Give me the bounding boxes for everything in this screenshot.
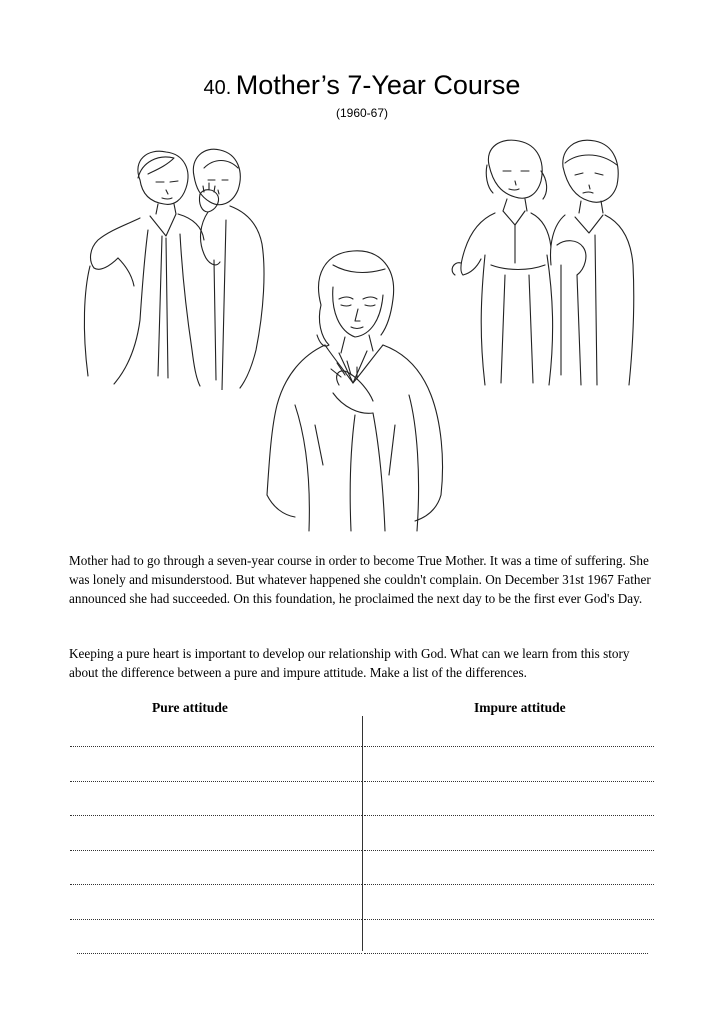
impure-attitude-answer-line[interactable] — [364, 919, 654, 920]
pure-attitude-answer-line[interactable] — [77, 953, 362, 954]
pure-attitude-answer-line[interactable] — [70, 884, 362, 885]
lesson-number: 40. — [203, 77, 232, 99]
column-divider — [362, 716, 363, 951]
impure-attitude-answer-line[interactable] — [364, 746, 654, 747]
impure-attitude-answer-line[interactable] — [364, 815, 654, 816]
lesson-title: Mother’s 7-Year Course — [235, 70, 521, 100]
two-women-talking-illustration — [445, 135, 640, 390]
pure-attitude-header: Pure attitude — [152, 700, 228, 715]
impure-attitude-answer-line[interactable] — [364, 850, 654, 851]
pure-attitude-answer-line[interactable] — [70, 815, 362, 816]
impure-attitude-answer-line[interactable] — [364, 884, 654, 885]
pure-attitude-answer-line[interactable] — [70, 919, 362, 920]
pure-attitude-answer-line[interactable] — [70, 781, 362, 782]
impure-attitude-answer-line[interactable] — [364, 953, 648, 954]
two-women-whispering-illustration — [70, 140, 270, 390]
pure-attitude-answer-line[interactable] — [70, 850, 362, 851]
instructions-paragraph: Keeping a pure heart is important to develop our relationship with God. What can we learn from this story about the difference between a pure and impure attitude. Make a list of the differences. — [69, 646, 630, 680]
pure-attitude-answer-line[interactable] — [70, 746, 362, 747]
mother-hand-on-heart-illustration — [255, 245, 455, 535]
story-paragraph: Mother had to go through a seven-year course in order to become True Mother. It was a time of suffering. She was lonely and misunderstood. But whatever happened she couldn't complain. On December 31st 1967 Father announced she had succeeded. On this foundation, he proclaimed the next day to be the first ever God's Day. — [69, 553, 651, 606]
lesson-years: (1960-67) — [335, 106, 389, 120]
impure-attitude-header: Impure attitude — [474, 700, 566, 715]
impure-attitude-answer-line[interactable] — [364, 781, 654, 782]
page-title — [0, 70, 724, 101]
